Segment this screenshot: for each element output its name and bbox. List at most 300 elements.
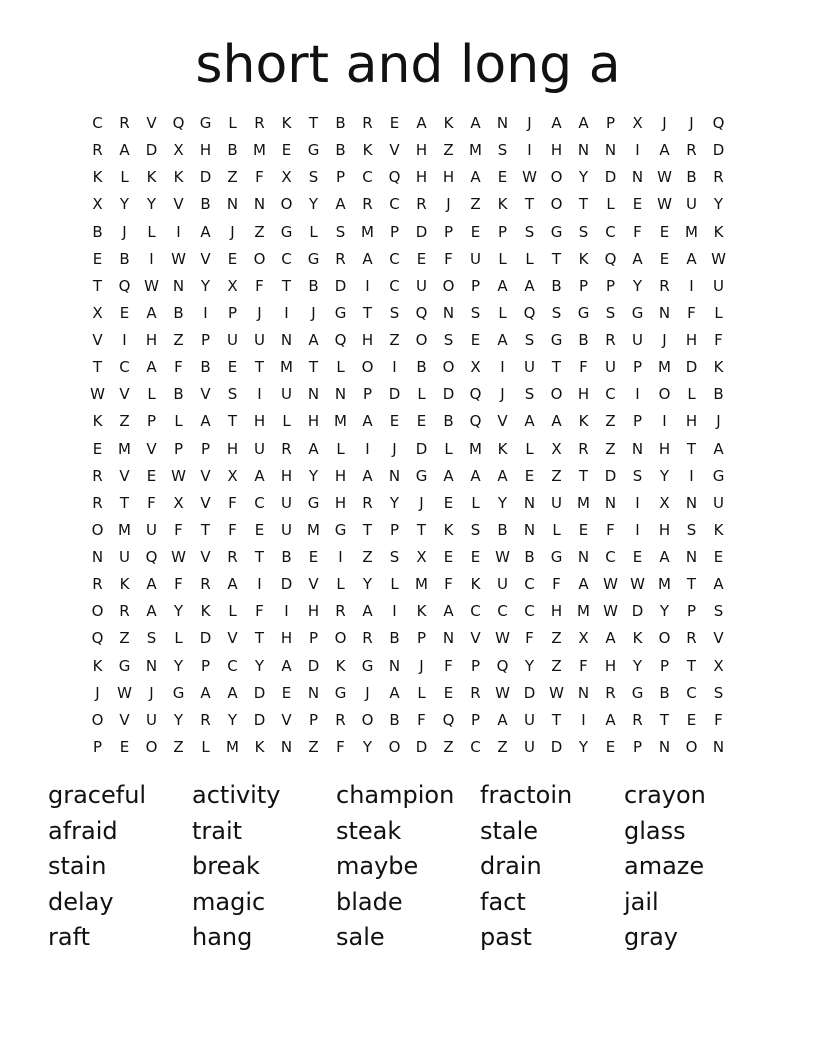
- grid-letter[interactable]: X: [173, 141, 184, 160]
- grid-letter[interactable]: P: [605, 114, 616, 133]
- grid-letter[interactable]: C: [281, 249, 292, 268]
- grid-letter[interactable]: H: [658, 520, 671, 539]
- grid-letter[interactable]: T: [551, 249, 562, 268]
- grid-letter[interactable]: R: [227, 548, 238, 567]
- grid-letter[interactable]: N: [388, 466, 401, 485]
- grid-letter[interactable]: X: [416, 548, 427, 567]
- grid-letter[interactable]: I: [635, 385, 640, 404]
- grid-letter[interactable]: X: [227, 276, 238, 295]
- grid-letter[interactable]: L: [120, 168, 129, 187]
- grid-letter[interactable]: D: [712, 141, 725, 160]
- grid-letter[interactable]: U: [416, 276, 427, 295]
- grid-letter[interactable]: D: [280, 575, 293, 594]
- grid-letter[interactable]: H: [685, 412, 698, 431]
- grid-letter[interactable]: D: [388, 385, 401, 404]
- grid-letter[interactable]: K: [200, 602, 211, 621]
- grid-letter[interactable]: F: [633, 222, 642, 241]
- grid-letter[interactable]: A: [200, 683, 211, 702]
- grid-letter[interactable]: P: [200, 439, 211, 458]
- grid-letter[interactable]: E: [443, 683, 454, 702]
- grid-letter[interactable]: G: [199, 114, 212, 133]
- grid-letter[interactable]: S: [335, 222, 346, 241]
- grid-letter[interactable]: A: [308, 331, 319, 350]
- grid-letter[interactable]: E: [470, 222, 481, 241]
- grid-letter[interactable]: R: [686, 141, 697, 160]
- grid-letter[interactable]: N: [658, 303, 671, 322]
- grid-letter[interactable]: E: [227, 358, 238, 377]
- grid-letter[interactable]: A: [551, 114, 562, 133]
- grid-letter[interactable]: R: [362, 195, 373, 214]
- grid-letter[interactable]: B: [389, 629, 400, 648]
- grid-letter[interactable]: G: [550, 331, 563, 350]
- grid-letter[interactable]: A: [470, 466, 481, 485]
- grid-letter[interactable]: P: [416, 629, 427, 648]
- grid-letter[interactable]: L: [228, 602, 237, 621]
- grid-letter[interactable]: C: [389, 249, 400, 268]
- grid-letter[interactable]: P: [362, 385, 373, 404]
- grid-letter[interactable]: E: [281, 683, 292, 702]
- grid-letter[interactable]: P: [470, 710, 481, 729]
- grid-letter[interactable]: S: [578, 222, 589, 241]
- grid-letter[interactable]: Y: [632, 276, 643, 295]
- grid-letter[interactable]: P: [146, 412, 157, 431]
- grid-letter[interactable]: F: [552, 575, 561, 594]
- grid-letter[interactable]: A: [713, 439, 724, 458]
- grid-letter[interactable]: G: [550, 548, 563, 567]
- grid-letter[interactable]: X: [632, 114, 643, 133]
- grid-letter[interactable]: Q: [334, 331, 347, 350]
- grid-letter[interactable]: A: [497, 466, 508, 485]
- grid-letter[interactable]: E: [443, 548, 454, 567]
- grid-letter[interactable]: R: [254, 114, 265, 133]
- grid-letter[interactable]: D: [334, 276, 347, 295]
- grid-letter[interactable]: H: [145, 331, 158, 350]
- grid-letter[interactable]: C: [524, 575, 535, 594]
- grid-letter[interactable]: F: [255, 602, 264, 621]
- grid-letter[interactable]: C: [470, 737, 481, 756]
- grid-letter[interactable]: U: [632, 331, 643, 350]
- grid-letter[interactable]: O: [280, 195, 293, 214]
- grid-letter[interactable]: T: [659, 710, 670, 729]
- grid-letter[interactable]: J: [149, 683, 154, 702]
- grid-letter[interactable]: R: [335, 249, 346, 268]
- grid-letter[interactable]: U: [119, 548, 130, 567]
- grid-letter[interactable]: K: [362, 141, 373, 160]
- grid-letter[interactable]: E: [92, 439, 103, 458]
- grid-letter[interactable]: H: [685, 331, 698, 350]
- grid-letter[interactable]: R: [659, 276, 670, 295]
- grid-letter[interactable]: E: [119, 303, 130, 322]
- grid-letter[interactable]: I: [527, 141, 532, 160]
- grid-letter[interactable]: T: [200, 520, 211, 539]
- grid-letter[interactable]: K: [632, 629, 643, 648]
- grid-letter[interactable]: R: [470, 683, 481, 702]
- grid-letter[interactable]: C: [254, 493, 265, 512]
- grid-letter[interactable]: R: [578, 439, 589, 458]
- grid-letter[interactable]: A: [281, 656, 292, 675]
- grid-letter[interactable]: I: [284, 303, 289, 322]
- grid-letter[interactable]: R: [335, 602, 346, 621]
- grid-letter[interactable]: M: [685, 222, 698, 241]
- grid-letter[interactable]: F: [687, 303, 696, 322]
- grid-letter[interactable]: W: [630, 575, 645, 594]
- grid-letter[interactable]: P: [173, 439, 184, 458]
- grid-letter[interactable]: C: [497, 602, 508, 621]
- grid-letter[interactable]: M: [118, 439, 131, 458]
- grid-letter[interactable]: N: [577, 548, 590, 567]
- grid-letter[interactable]: O: [361, 358, 374, 377]
- grid-letter[interactable]: O: [361, 710, 374, 729]
- grid-letter[interactable]: H: [550, 141, 563, 160]
- grid-letter[interactable]: U: [524, 710, 535, 729]
- grid-letter[interactable]: T: [686, 439, 697, 458]
- grid-letter[interactable]: J: [365, 683, 370, 702]
- grid-letter[interactable]: H: [334, 493, 347, 512]
- grid-letter[interactable]: C: [362, 168, 373, 187]
- grid-letter[interactable]: C: [605, 385, 616, 404]
- grid-letter[interactable]: K: [146, 168, 157, 187]
- grid-letter[interactable]: P: [389, 222, 400, 241]
- grid-letter[interactable]: G: [307, 493, 320, 512]
- grid-letter[interactable]: M: [577, 602, 590, 621]
- grid-letter[interactable]: D: [415, 439, 428, 458]
- grid-letter[interactable]: A: [497, 276, 508, 295]
- grid-letter[interactable]: F: [255, 276, 264, 295]
- grid-letter[interactable]: H: [442, 168, 455, 187]
- grid-letter[interactable]: Z: [173, 331, 184, 350]
- grid-letter[interactable]: W: [144, 276, 159, 295]
- grid-letter[interactable]: U: [227, 331, 238, 350]
- grid-letter[interactable]: R: [335, 710, 346, 729]
- grid-letter[interactable]: E: [470, 548, 481, 567]
- grid-letter[interactable]: C: [119, 358, 130, 377]
- grid-letter[interactable]: K: [335, 656, 346, 675]
- grid-letter[interactable]: X: [227, 466, 238, 485]
- grid-letter[interactable]: T: [551, 358, 562, 377]
- grid-letter[interactable]: E: [389, 412, 400, 431]
- grid-letter[interactable]: Y: [200, 276, 211, 295]
- grid-letter[interactable]: S: [470, 520, 481, 539]
- grid-letter[interactable]: N: [280, 331, 293, 350]
- grid-letter[interactable]: H: [226, 439, 239, 458]
- grid-letter[interactable]: M: [118, 520, 131, 539]
- grid-letter[interactable]: I: [284, 602, 289, 621]
- grid-letter[interactable]: F: [255, 168, 264, 187]
- grid-letter[interactable]: O: [91, 520, 104, 539]
- grid-letter[interactable]: U: [713, 493, 724, 512]
- grid-letter[interactable]: Q: [388, 168, 401, 187]
- grid-letter[interactable]: W: [90, 385, 105, 404]
- grid-letter[interactable]: N: [631, 168, 644, 187]
- grid-letter[interactable]: Z: [497, 737, 508, 756]
- grid-letter[interactable]: R: [119, 602, 130, 621]
- grid-letter[interactable]: W: [495, 683, 510, 702]
- grid-letter[interactable]: P: [470, 656, 481, 675]
- grid-letter[interactable]: P: [578, 276, 589, 295]
- grid-letter[interactable]: Y: [254, 656, 265, 675]
- grid-letter[interactable]: O: [442, 276, 455, 295]
- grid-letter[interactable]: Z: [119, 412, 130, 431]
- grid-letter[interactable]: N: [307, 385, 320, 404]
- grid-letter[interactable]: I: [203, 303, 208, 322]
- grid-letter[interactable]: E: [497, 168, 508, 187]
- grid-letter[interactable]: Q: [91, 629, 104, 648]
- grid-letter[interactable]: L: [336, 358, 345, 377]
- grid-letter[interactable]: O: [442, 358, 455, 377]
- grid-letter[interactable]: X: [173, 493, 184, 512]
- grid-letter[interactable]: J: [527, 114, 532, 133]
- grid-letter[interactable]: F: [228, 493, 237, 512]
- grid-letter[interactable]: B: [173, 385, 184, 404]
- grid-letter[interactable]: P: [497, 222, 508, 241]
- grid-letter[interactable]: P: [605, 276, 616, 295]
- grid-letter[interactable]: J: [419, 656, 424, 675]
- grid-letter[interactable]: U: [281, 493, 292, 512]
- grid-letter[interactable]: Z: [443, 141, 454, 160]
- grid-letter[interactable]: U: [281, 385, 292, 404]
- grid-letter[interactable]: R: [119, 114, 130, 133]
- grid-letter[interactable]: P: [200, 331, 211, 350]
- grid-letter[interactable]: P: [389, 520, 400, 539]
- grid-letter[interactable]: Y: [119, 195, 130, 214]
- grid-letter[interactable]: F: [174, 520, 183, 539]
- grid-letter[interactable]: E: [524, 466, 535, 485]
- grid-letter[interactable]: X: [713, 656, 724, 675]
- grid-letter[interactable]: V: [146, 439, 157, 458]
- grid-letter[interactable]: F: [444, 249, 453, 268]
- grid-letter[interactable]: O: [550, 168, 563, 187]
- grid-letter[interactable]: I: [635, 493, 640, 512]
- grid-letter[interactable]: N: [253, 195, 266, 214]
- grid-letter[interactable]: A: [335, 195, 346, 214]
- grid-letter[interactable]: V: [92, 331, 103, 350]
- grid-letter[interactable]: F: [444, 656, 453, 675]
- grid-letter[interactable]: N: [91, 548, 104, 567]
- grid-letter[interactable]: D: [604, 168, 617, 187]
- grid-letter[interactable]: F: [714, 331, 723, 350]
- grid-letter[interactable]: R: [416, 195, 427, 214]
- grid-letter[interactable]: K: [443, 114, 454, 133]
- grid-letter[interactable]: P: [227, 303, 238, 322]
- grid-letter[interactable]: B: [389, 710, 400, 729]
- grid-letter[interactable]: L: [471, 493, 480, 512]
- grid-letter[interactable]: V: [173, 195, 184, 214]
- grid-letter[interactable]: B: [416, 358, 427, 377]
- grid-letter[interactable]: Z: [173, 737, 184, 756]
- grid-letter[interactable]: E: [605, 737, 616, 756]
- grid-letter[interactable]: V: [200, 249, 211, 268]
- grid-letter[interactable]: C: [605, 222, 616, 241]
- grid-letter[interactable]: A: [362, 412, 373, 431]
- grid-letter[interactable]: B: [173, 303, 184, 322]
- grid-letter[interactable]: X: [92, 303, 103, 322]
- grid-letter[interactable]: R: [92, 575, 103, 594]
- grid-letter[interactable]: Y: [308, 195, 319, 214]
- grid-letter[interactable]: Y: [362, 575, 373, 594]
- grid-letter[interactable]: M: [658, 575, 671, 594]
- grid-letter[interactable]: B: [713, 385, 724, 404]
- grid-letter[interactable]: V: [200, 493, 211, 512]
- grid-letter[interactable]: D: [604, 466, 617, 485]
- grid-letter[interactable]: N: [172, 276, 185, 295]
- grid-letter[interactable]: A: [659, 141, 670, 160]
- grid-letter[interactable]: R: [362, 114, 373, 133]
- grid-letter[interactable]: X: [578, 629, 589, 648]
- grid-letter[interactable]: T: [92, 358, 103, 377]
- grid-letter[interactable]: A: [605, 710, 616, 729]
- grid-letter[interactable]: Q: [523, 303, 536, 322]
- grid-letter[interactable]: G: [631, 683, 644, 702]
- grid-letter[interactable]: M: [361, 222, 374, 241]
- grid-letter[interactable]: L: [606, 195, 615, 214]
- grid-letter[interactable]: I: [257, 575, 262, 594]
- grid-letter[interactable]: Q: [442, 710, 455, 729]
- grid-letter[interactable]: A: [713, 575, 724, 594]
- grid-letter[interactable]: Z: [551, 656, 562, 675]
- grid-letter[interactable]: H: [199, 141, 212, 160]
- grid-letter[interactable]: L: [525, 249, 534, 268]
- grid-letter[interactable]: N: [280, 737, 293, 756]
- grid-letter[interactable]: M: [226, 737, 239, 756]
- grid-letter[interactable]: D: [550, 737, 563, 756]
- grid-letter[interactable]: E: [632, 195, 643, 214]
- grid-letter[interactable]: L: [147, 385, 156, 404]
- grid-letter[interactable]: W: [711, 249, 726, 268]
- grid-letter[interactable]: V: [713, 629, 724, 648]
- grid-letter[interactable]: B: [659, 683, 670, 702]
- grid-letter[interactable]: P: [200, 656, 211, 675]
- grid-letter[interactable]: H: [550, 602, 563, 621]
- grid-letter[interactable]: P: [632, 358, 643, 377]
- grid-letter[interactable]: Z: [362, 548, 373, 567]
- grid-letter[interactable]: Z: [551, 629, 562, 648]
- grid-letter[interactable]: J: [500, 385, 505, 404]
- grid-letter[interactable]: Q: [145, 548, 158, 567]
- grid-letter[interactable]: Q: [469, 385, 482, 404]
- grid-letter[interactable]: G: [334, 303, 347, 322]
- grid-letter[interactable]: G: [550, 222, 563, 241]
- grid-letter[interactable]: R: [605, 683, 616, 702]
- grid-letter[interactable]: K: [713, 358, 724, 377]
- grid-letter[interactable]: W: [171, 548, 186, 567]
- grid-letter[interactable]: K: [173, 168, 184, 187]
- grid-letter[interactable]: V: [389, 141, 400, 160]
- grid-letter[interactable]: Y: [578, 737, 589, 756]
- grid-letter[interactable]: T: [551, 710, 562, 729]
- grid-letter[interactable]: L: [336, 439, 345, 458]
- grid-letter[interactable]: J: [662, 331, 667, 350]
- grid-letter[interactable]: N: [334, 385, 347, 404]
- grid-letter[interactable]: F: [174, 575, 183, 594]
- grid-letter[interactable]: T: [119, 493, 130, 512]
- grid-letter[interactable]: A: [605, 629, 616, 648]
- grid-letter[interactable]: H: [253, 412, 266, 431]
- grid-letter[interactable]: Z: [308, 737, 319, 756]
- grid-letter[interactable]: A: [497, 710, 508, 729]
- grid-letter[interactable]: F: [579, 358, 588, 377]
- grid-letter[interactable]: B: [200, 195, 211, 214]
- grid-letter[interactable]: T: [524, 195, 535, 214]
- grid-letter[interactable]: A: [470, 114, 481, 133]
- grid-letter[interactable]: I: [122, 331, 127, 350]
- grid-letter[interactable]: V: [470, 629, 481, 648]
- grid-letter[interactable]: M: [658, 358, 671, 377]
- grid-letter[interactable]: R: [92, 466, 103, 485]
- grid-letter[interactable]: Y: [173, 602, 184, 621]
- grid-letter[interactable]: A: [443, 602, 454, 621]
- grid-letter[interactable]: G: [118, 656, 131, 675]
- grid-letter[interactable]: V: [308, 575, 319, 594]
- grid-letter[interactable]: S: [605, 303, 616, 322]
- grid-letter[interactable]: O: [91, 710, 104, 729]
- grid-letter[interactable]: Q: [469, 412, 482, 431]
- grid-letter[interactable]: W: [522, 168, 537, 187]
- grid-letter[interactable]: L: [282, 412, 291, 431]
- grid-letter[interactable]: N: [712, 737, 725, 756]
- grid-letter[interactable]: Y: [173, 656, 184, 675]
- grid-letter[interactable]: T: [308, 358, 319, 377]
- grid-letter[interactable]: L: [147, 222, 156, 241]
- grid-letter[interactable]: N: [226, 195, 239, 214]
- grid-letter[interactable]: U: [605, 358, 616, 377]
- grid-letter[interactable]: R: [713, 168, 724, 187]
- grid-letter[interactable]: O: [145, 737, 158, 756]
- grid-letter[interactable]: A: [497, 331, 508, 350]
- grid-letter[interactable]: E: [254, 520, 265, 539]
- grid-letter[interactable]: O: [388, 737, 401, 756]
- grid-letter[interactable]: U: [254, 331, 265, 350]
- grid-letter[interactable]: L: [498, 249, 507, 268]
- grid-letter[interactable]: L: [687, 385, 696, 404]
- grid-letter[interactable]: M: [253, 141, 266, 160]
- grid-letter[interactable]: R: [605, 331, 616, 350]
- grid-letter[interactable]: X: [470, 358, 481, 377]
- grid-letter[interactable]: B: [281, 548, 292, 567]
- grid-letter[interactable]: S: [389, 303, 400, 322]
- grid-letter[interactable]: S: [389, 548, 400, 567]
- grid-letter[interactable]: G: [712, 466, 725, 485]
- grid-letter[interactable]: L: [714, 303, 723, 322]
- grid-letter[interactable]: Z: [389, 331, 400, 350]
- grid-letter[interactable]: M: [469, 141, 482, 160]
- grid-letter[interactable]: X: [281, 168, 292, 187]
- grid-letter[interactable]: F: [525, 629, 534, 648]
- grid-letter[interactable]: E: [632, 548, 643, 567]
- grid-letter[interactable]: N: [307, 683, 320, 702]
- grid-letter[interactable]: Y: [146, 195, 157, 214]
- grid-letter[interactable]: D: [415, 222, 428, 241]
- grid-letter[interactable]: S: [497, 141, 508, 160]
- grid-letter[interactable]: C: [389, 276, 400, 295]
- grid-letter[interactable]: I: [635, 520, 640, 539]
- grid-letter[interactable]: I: [365, 439, 370, 458]
- grid-letter[interactable]: R: [200, 710, 211, 729]
- grid-letter[interactable]: U: [146, 520, 157, 539]
- grid-letter[interactable]: K: [281, 114, 292, 133]
- grid-letter[interactable]: D: [415, 737, 428, 756]
- grid-letter[interactable]: E: [281, 141, 292, 160]
- grid-letter[interactable]: Z: [605, 439, 616, 458]
- grid-letter[interactable]: O: [550, 385, 563, 404]
- grid-letter[interactable]: N: [631, 439, 644, 458]
- grid-letter[interactable]: B: [335, 141, 346, 160]
- grid-letter[interactable]: A: [119, 141, 130, 160]
- grid-letter[interactable]: F: [714, 710, 723, 729]
- grid-letter[interactable]: I: [176, 222, 181, 241]
- grid-letter[interactable]: V: [200, 385, 211, 404]
- grid-letter[interactable]: C: [389, 195, 400, 214]
- grid-letter[interactable]: N: [577, 141, 590, 160]
